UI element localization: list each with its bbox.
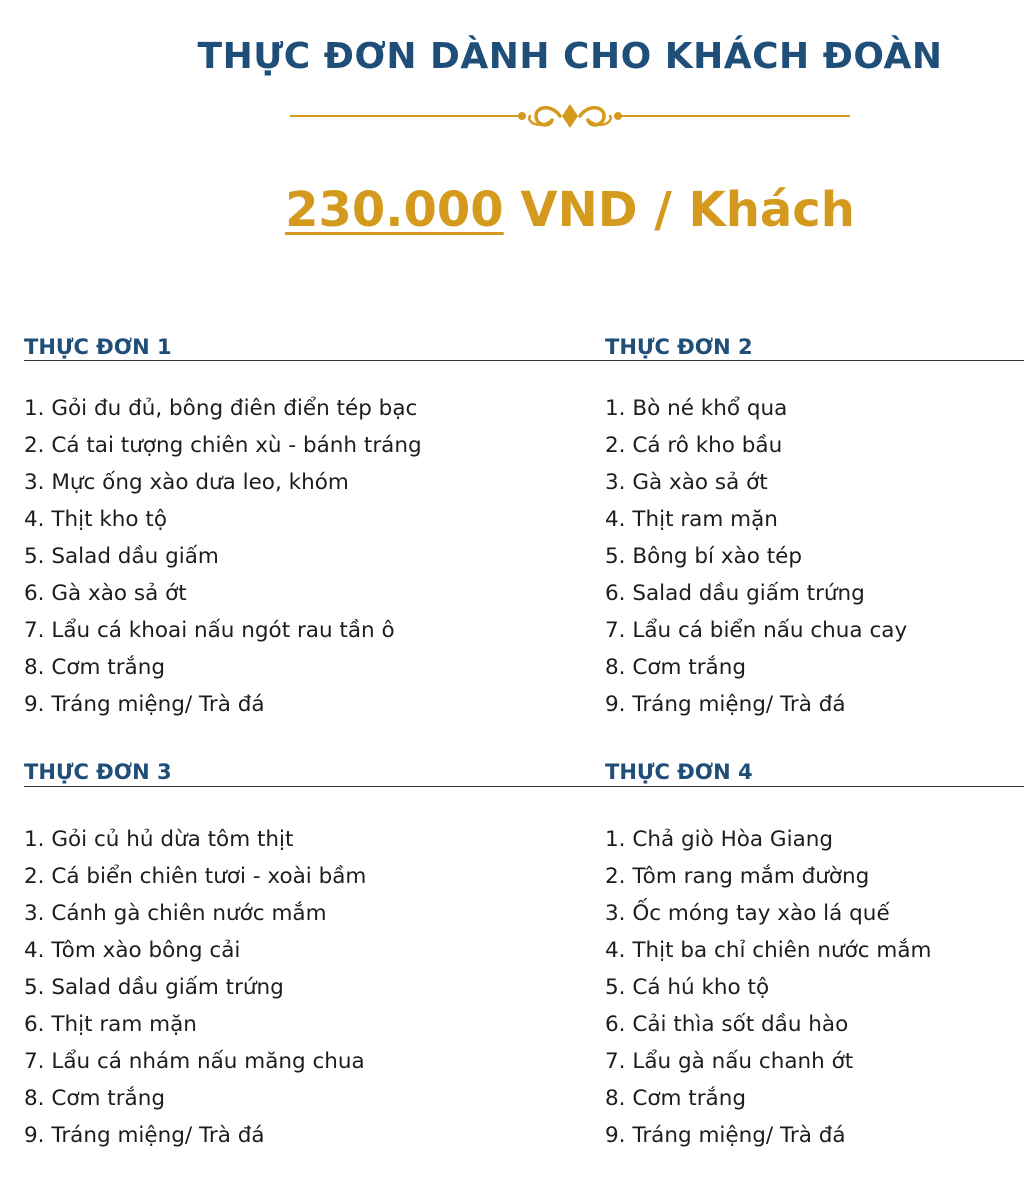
menu-item: 4. Tôm xào bông cải — [24, 938, 241, 963]
menu-item: 5. Bông bí xào tép — [605, 544, 803, 569]
menu-item: 1. Gỏi đu đủ, bông điên điển tép bạc — [24, 396, 418, 421]
menu-item: 3. Ốc móng tay xào lá quế — [605, 901, 890, 926]
section-divider — [24, 360, 1024, 361]
menu-item: 9. Tráng miệng/ Trà đá — [605, 1123, 846, 1148]
menu-item: 1. Bò né khổ qua — [605, 396, 788, 421]
menu-title: THỰC ĐƠN 4 — [605, 760, 753, 784]
menu-item: 6. Thịt ram mặn — [24, 1012, 197, 1037]
menu-item: 7. Lẩu cá khoai nấu ngót rau tần ô — [24, 618, 395, 643]
page-title: THỰC ĐƠN DÀNH CHO KHÁCH ĐOÀN — [197, 36, 943, 77]
menu-item: 8. Cơm trắng — [24, 655, 166, 680]
menu-2 — [605, 334, 1024, 723]
menu-item: 2. Cá rô kho bầu — [605, 433, 783, 458]
menu-item: 4. Thịt kho tộ — [24, 507, 167, 532]
menu-item: 5. Salad dầu giấm — [24, 544, 219, 569]
menu-item-list — [24, 390, 464, 723]
menu-item: 7. Lẩu gà nấu chanh ớt — [605, 1049, 854, 1074]
price-amount: 230.000 — [285, 182, 504, 238]
menu-item: 2. Cá biển chiên tươi - xoài bầm — [24, 864, 367, 889]
gold-divider-ornament-icon — [290, 98, 850, 138]
menu-item: 3. Gà xào sả ớt — [605, 470, 768, 495]
menu-title: THỰC ĐƠN 2 — [605, 335, 753, 359]
menu-1 — [24, 334, 464, 723]
menu-item: 3. Mực ống xào dưa leo, khóm — [24, 470, 349, 495]
menu-item: 7. Lẩu cá biển nấu chua cay — [605, 618, 908, 643]
menu-item: 4. Thịt ba chỉ chiên nước mắm — [605, 938, 932, 963]
price-per-guest — [0, 182, 1024, 238]
price-unit: VND / Khách — [503, 182, 855, 238]
menu-item: 8. Cơm trắng — [605, 1086, 747, 1111]
menu-item: 2. Cá tai tượng chiên xù - bánh tráng — [24, 433, 422, 458]
menu-item: 2. Tôm rang mắm đường — [605, 864, 870, 889]
menu-item: 9. Tráng miệng/ Trà đá — [605, 692, 846, 717]
menu-item: 9. Tráng miệng/ Trà đá — [24, 1123, 265, 1148]
menu-item: 5. Salad dầu giấm trứng — [24, 975, 284, 1000]
menu-item-list — [605, 821, 1024, 1154]
menu-item: 1. Gỏi củ hủ dừa tôm thịt — [24, 827, 294, 852]
menu-item: 1. Chả giò Hòa Giang — [605, 827, 834, 852]
menu-title: THỰC ĐƠN 3 — [24, 760, 172, 784]
menu-item: 3. Cánh gà chiên nước mắm — [24, 901, 327, 926]
menu-item: 4. Thịt ram mặn — [605, 507, 778, 532]
menu-item: 8. Cơm trắng — [24, 1086, 166, 1111]
menu-item: 7. Lẩu cá nhám nấu măng chua — [24, 1049, 365, 1074]
menu-item: 6. Salad dầu giấm trứng — [605, 581, 865, 606]
menu-title: THỰC ĐƠN 1 — [24, 335, 172, 359]
menu-item-list — [24, 821, 464, 1154]
menu-item: 9. Tráng miệng/ Trà đá — [24, 692, 265, 717]
menu-item-list — [605, 390, 1024, 723]
menu-item: 6. Cải thìa sốt dầu hào — [605, 1012, 849, 1037]
menu-item: 5. Cá hú kho tộ — [605, 975, 770, 1000]
menu-item: 6. Gà xào sả ớt — [24, 581, 187, 606]
section-divider — [24, 786, 1024, 787]
menu-4 — [605, 759, 1024, 1154]
menu-item: 8. Cơm trắng — [605, 655, 747, 680]
menu-3 — [24, 759, 464, 1154]
